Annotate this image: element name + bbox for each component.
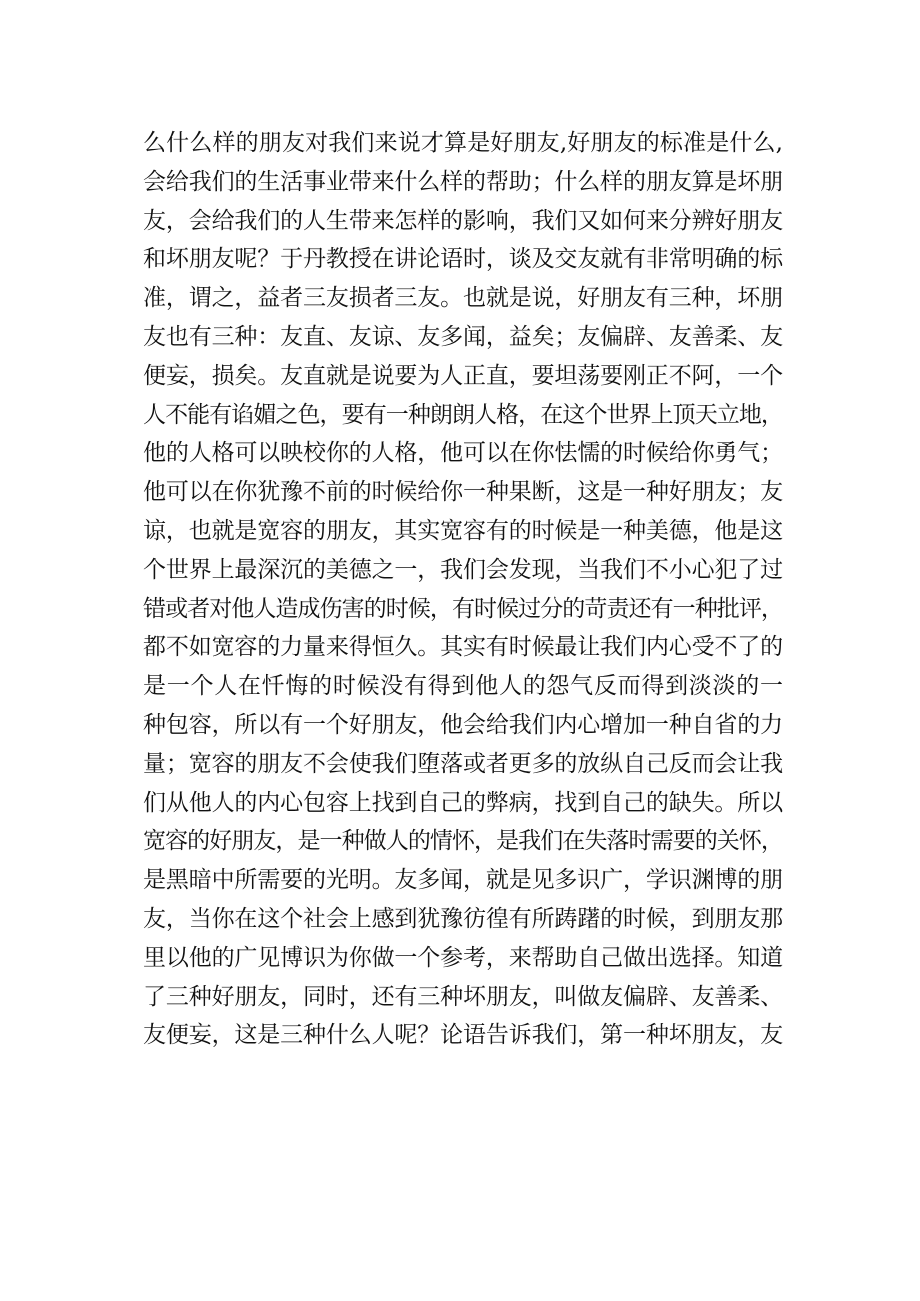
text-line: 里以他的广见博识为你做一个参考，来帮助自己做出选择。知道: [143, 944, 784, 971]
text-line: 人不能有谄媚之色，要有一种朗朗人格，在这个世界上顶天立地，: [143, 401, 784, 428]
text-line: 准，谓之，益者三友损者三友。也就是说，好朋友有三种，坏朋: [143, 285, 784, 312]
text-line: 会给我们的生活事业带来什么样的帮助；什么样的朋友算是坏朋: [143, 168, 784, 195]
text-line: 友也有三种：友直、友谅、友多闻，益矣；友偏辟、友善柔、友: [143, 323, 784, 350]
text-line: 量；宽容的朋友不会使我们堕落或者更多的放纵自己反而会让我: [143, 750, 784, 777]
text-line: 了三种好朋友，同时，还有三种坏朋友，叫做友偏辟、友善柔、: [143, 983, 784, 1010]
text-line: 友便妄，这是三种什么人呢？论语告诉我们，第一种坏朋友，友: [143, 1022, 784, 1049]
text-line: 是一个人在忏悔的时候没有得到他人的怨气反而得到淡淡的一: [143, 673, 783, 700]
text-line: 是黑暗中所需要的光明。友多闻，就是见多识广，学识渊博的朋: [143, 867, 784, 894]
text-line: 和坏朋友呢？于丹教授在讲论语时，谈及交友就有非常明确的标: [143, 246, 784, 273]
text-line: 们从他人的内心包容上找到自己的弊病，找到自己的缺失。所以: [143, 789, 784, 816]
text-line: 种包容，所以有一个好朋友，他会给我们内心增加一种自省的力: [143, 711, 784, 738]
text-line: 他的人格可以映校你的人格，他可以在你怯懦的时候给你勇气；: [143, 440, 784, 467]
text-line: 友，会给我们的人生带来怎样的影响，我们又如何来分辨好朋友: [143, 207, 784, 234]
text-line: 错或者对他人造成伤害的时候，有时候过分的苛责还有一种批评，: [143, 595, 784, 622]
text-line: 便妄，损矣。友直就是说要为人正直，要坦荡要刚正不阿，一个: [143, 362, 784, 389]
text-line: 么什么样的朋友对我们来说才算是好朋友,好朋友的标准是什么,: [143, 130, 783, 156]
text-line: 个世界上最深沉的美德之一，我们会发现，当我们不小心犯了过: [143, 556, 784, 583]
text-line: 友，当你在这个社会上感到犹豫彷徨有所踌躇的时候，到朋友那: [143, 905, 784, 932]
text-line: 谅，也就是宽容的朋友，其实宽容有的时候是一种美德，他是这: [143, 517, 784, 544]
text-line: 他可以在你犹豫不前的时候给你一种果断，这是一种好朋友；友: [143, 479, 784, 506]
text-line: 宽容的好朋友，是一种做人的情怀，是我们在失落时需要的关怀，: [143, 828, 784, 855]
body-text: [143, 124, 783, 1055]
text-line: 都不如宽容的力量来得恒久。其实有时候最让我们内心受不了的: [143, 634, 784, 661]
